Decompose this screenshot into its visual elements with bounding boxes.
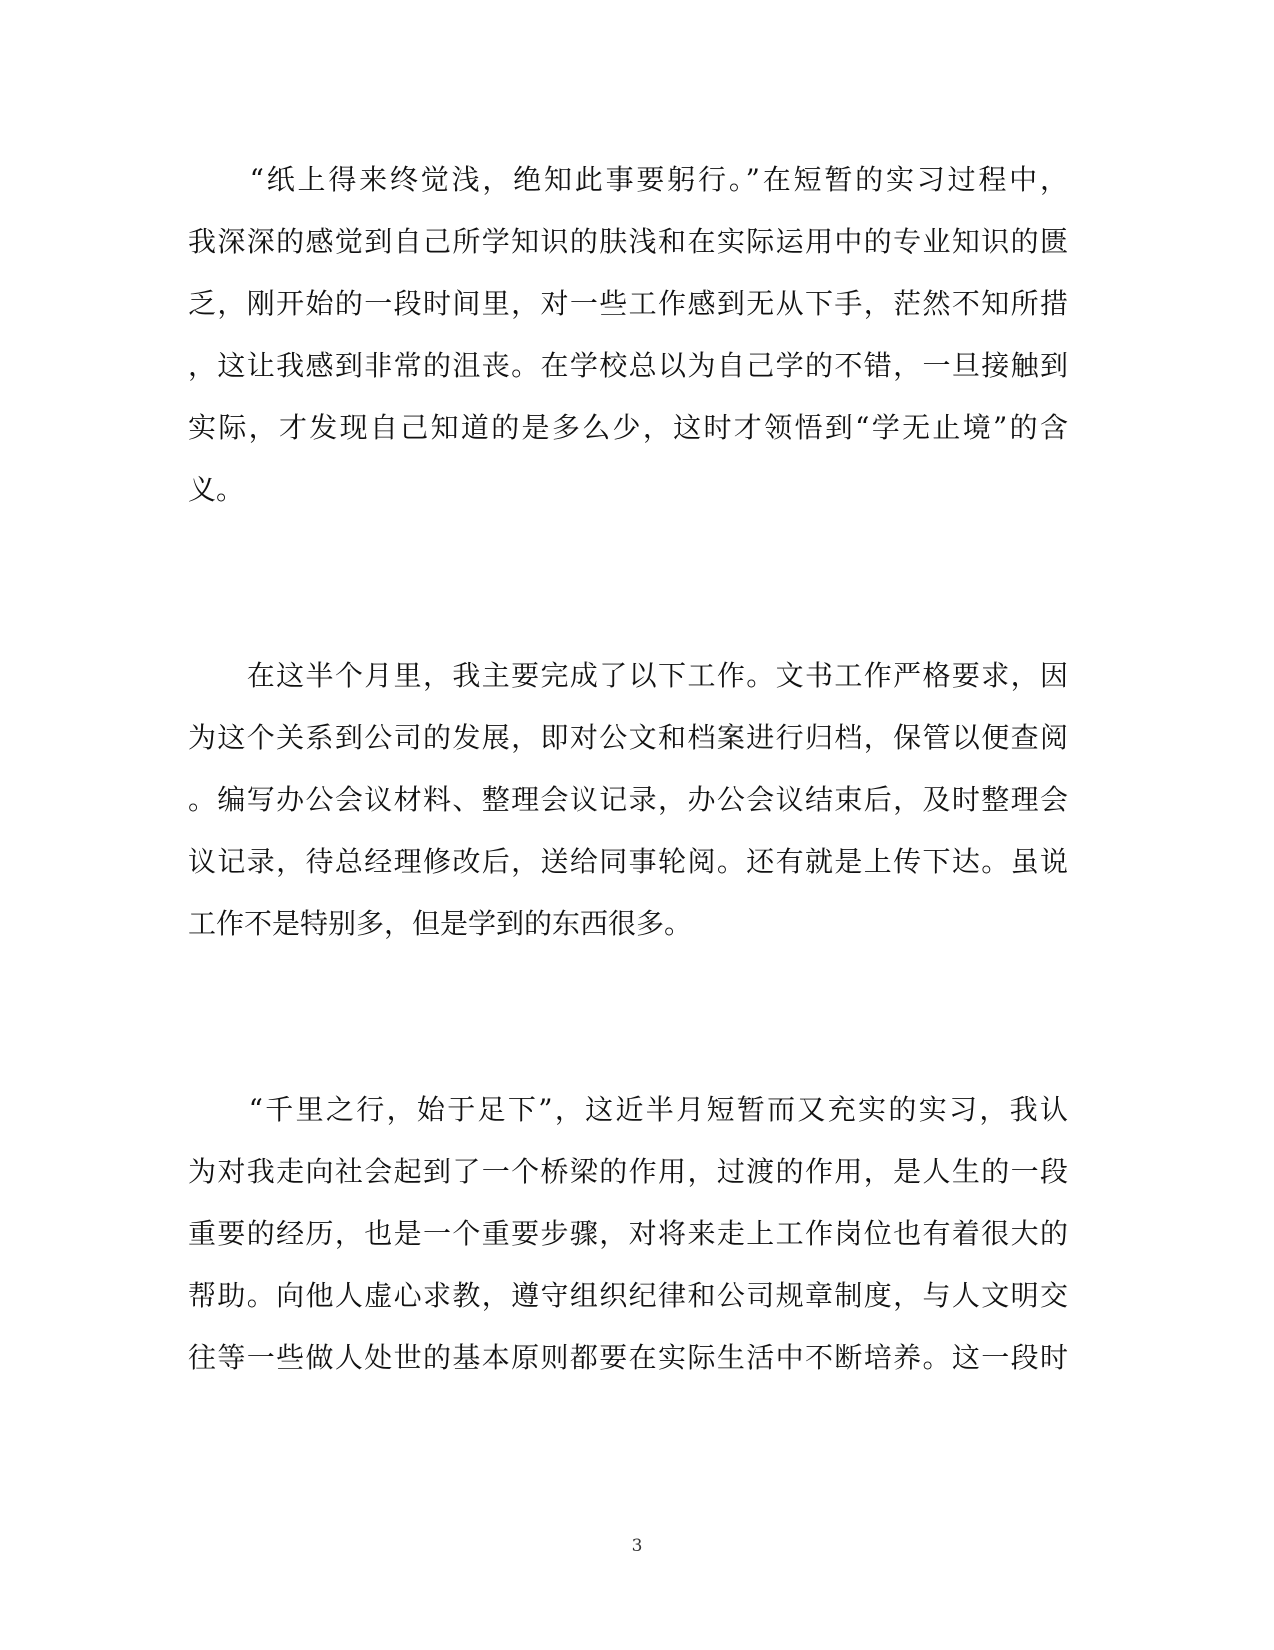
paragraph-3-line-5: 往等一些做人处世的基本原则都要在实际生活中不断培养。这一段时 [188, 1341, 1068, 1374]
paragraph-3-line-4: 帮助。向他人虚心求教，遵守组织纪律和公司规章制度，与人文明交 [188, 1279, 1068, 1312]
page-number: 3 [631, 1536, 643, 1556]
paragraph-1-line-1: “纸上得来终觉浅，绝知此事要躬行。”在短暂的实习过程中， [188, 163, 1068, 196]
paragraph-3-line-1: “千里之行，始于足下”，这近半月短暂而又充实的实习，我认 [188, 1093, 1068, 1126]
paragraph-2-line-2: 为这个关系到公司的发展，即对公文和档案进行归档，保管以便查阅 [188, 721, 1068, 754]
paragraph-2-line-5: 工作不是特别多，但是学到的东西很多。 [188, 907, 693, 940]
paragraph-2-line-1: 在这半个月里，我主要完成了以下工作。文书工作严格要求，因 [188, 659, 1068, 692]
paragraph-3-line-2: 为对我走向社会起到了一个桥梁的作用，过渡的作用，是人生的一段 [188, 1155, 1068, 1188]
paragraph-1-line-2: 我深深的感觉到自己所学知识的肤浅和在实际运用中的专业知识的匮 [188, 225, 1068, 258]
paragraph-1-line-6: 义。 [188, 473, 245, 506]
paragraph-3-line-3: 重要的经历，也是一个重要步骤，对将来走上工作岗位也有着很大的 [188, 1217, 1068, 1250]
paragraph-1-line-5: 实际，才发现自己知道的是多么少，这时才领悟到“学无止境”的含 [188, 411, 1068, 444]
paragraph-2-line-3: 。编写办公会议材料、整理会议记录，办公会议结束后，及时整理会 [188, 783, 1068, 816]
paragraph-1-line-4: ，这让我感到非常的沮丧。在学校总以为自己学的不错，一旦接触到 [188, 349, 1068, 382]
paragraph-1-line-3: 乏，刚开始的一段时间里，对一些工作感到无从下手，茫然不知所措 [188, 287, 1068, 320]
paragraph-2-line-4: 议记录，待总经理修改后，送给同事轮阅。还有就是上传下达。虽说 [188, 845, 1068, 878]
